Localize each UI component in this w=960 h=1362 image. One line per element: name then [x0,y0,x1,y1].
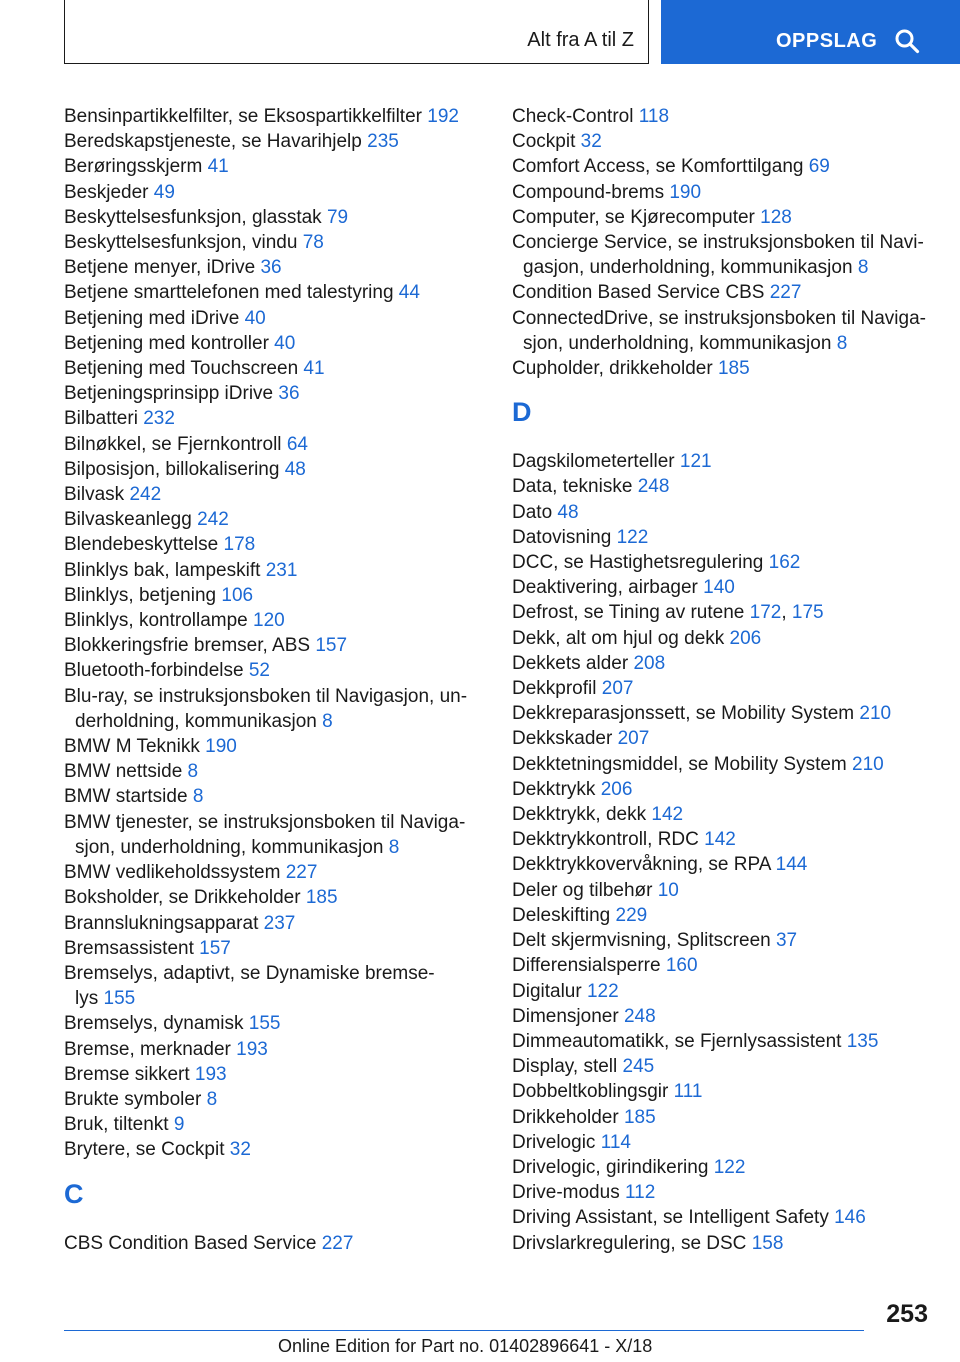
page-link[interactable]: 172 [749,602,782,624]
index-entry [64,734,474,759]
index-entry-text: Drivelogic, girindikering [512,1156,709,1178]
index-entry-continuation: derholdning, kommunikasjon 8 [75,710,333,732]
index-entry [512,752,932,777]
page-link[interactable]: 207 [601,678,634,700]
page-link[interactable]: 120 [253,610,285,632]
index-entry [64,1087,474,1112]
index-entry [512,676,932,701]
index-entry [512,474,932,499]
index-entry [512,180,932,205]
index-entry-text: CBS Condition Based Service [64,1232,317,1254]
index-entry [512,449,932,474]
page-link[interactable]: 227 [285,862,318,884]
index-entry [64,860,474,885]
index-entry-text: Bremselys, dynamisk [64,1013,244,1035]
index-entry-text: Bilvaskeanlegg [64,509,192,531]
index-entry [64,180,474,205]
page-link[interactable]: 157 [199,937,231,959]
index-entry-text: Blinklys bak, lampeskift [64,559,261,581]
index-entry-text: Driving Assistant, se Intelligent Safety [512,1207,829,1229]
page-link[interactable]: 185 [623,1106,656,1128]
index-entry-text: Blu-ray, se instruksjonsboken til Navigasjon, un- [64,685,468,707]
page-link[interactable]: 242 [197,509,229,531]
index-entry-text: Digitalur [512,980,582,1002]
page-link[interactable]: 235 [367,131,399,153]
index-entry-text: BMW tjenester, se instruksjonsboken til Naviga- [64,811,466,833]
index-entry-text: Dekktrykk, dekk [512,804,647,826]
index-entry [512,230,932,280]
page-link[interactable]: 142 [704,829,736,851]
index-entry [512,1029,932,1054]
tab-alt-fra-a-til-z[interactable] [64,0,649,64]
index-entry [512,903,932,928]
index-entry [64,507,474,532]
index-letter-heading: C [64,1178,84,1209]
page-link[interactable]: 140 [703,577,735,599]
index-entry-text: Defrost, se Tining av rutene [512,602,745,624]
page-link[interactable]: 106 [221,584,254,606]
index-entry-continuation: sjon, underholdning, kommunikasjon 8 [523,332,848,354]
page-link[interactable]: 8 [187,761,199,783]
page-link[interactable]: 178 [223,534,256,556]
index-entry [64,936,474,961]
page-link[interactable]: 78 [302,232,324,254]
index-entry [512,777,932,802]
page-link[interactable]: 118 [638,106,670,127]
page-link[interactable]: 41 [207,156,229,178]
index-entry [64,684,474,734]
page-link[interactable]: 207 [617,728,650,750]
index-entry [64,1112,474,1137]
index-entry-text: Beskyttelsesfunksjon, glasstak [64,206,322,228]
index-entry [512,928,932,953]
index-entry [64,306,474,331]
index-entry-text: Deler og tilbehør [512,879,653,901]
index-entry [64,583,474,608]
index-entry-text: Dekktrykk [512,778,596,800]
index-entry [64,1231,474,1256]
index-entry [64,356,474,381]
index-entry-text: Betjening med Touchscreen [64,358,299,380]
index-entry [512,979,932,1004]
page-link[interactable]: 114 [600,1131,631,1153]
index-entry-text: DCC, se Hastighetsregulering [512,552,764,574]
index-entry [64,1137,474,1162]
page-link[interactable]: 229 [615,904,648,926]
index-entry-text: Bruk, tiltenkt [64,1114,169,1136]
index-entry-text: Beskyttelsesfunksjon, vindu [64,232,298,254]
index-entry [64,759,474,784]
index-entry [512,878,932,903]
index-entry [64,911,474,936]
index-entry-text: Datovisning [512,526,612,548]
index-entry [512,1004,932,1029]
page-link[interactable]: 193 [194,1063,227,1085]
index-entry-text: Dekktetningsmiddel, se Mobility System [512,753,847,775]
page-link[interactable]: 142 [651,804,684,826]
index-entry [512,1079,932,1104]
page-link[interactable]: 52 [248,660,270,682]
index-entry-text: Cupholder, drikkeholder [512,358,713,380]
index-entry-text: Drikkeholder [512,1106,619,1128]
index-entry-text: Dimmeautomatikk, se Fjernlysassistent [512,1030,842,1052]
page-link[interactable]: 248 [637,476,670,498]
index-entry-text: Bremselys, adaptivt, se Dynamiske bremse- [64,962,435,984]
index-entry [64,608,474,633]
index-entry-text: Bilnøkkel, se Fjernkontroll [64,433,282,455]
index-entry [64,104,474,129]
index-entry [64,280,474,305]
index-entry [512,651,932,676]
index-column-left [64,104,474,1256]
page-link[interactable]: 162 [768,552,801,574]
index-entry-text: BMW startside [64,786,188,808]
index-entry-text: Bremse, merknader [64,1038,231,1060]
index-entry-continuation: gasjon, underholdning, kommunikasjon 8 [523,257,869,279]
index-entry-text: Betjene menyer, iDrive [64,257,256,279]
index-entry-text: Betjening med iDrive [64,307,240,329]
index-entry [64,810,474,860]
index-entry [512,1231,932,1256]
page-link[interactable]: 111 [673,1081,703,1103]
page-link[interactable]: 245 [622,1056,655,1078]
index-entry-text: Cockpit [512,131,576,153]
page-link[interactable]: 158 [751,1232,784,1254]
index-entry [64,406,474,431]
index-entry-text: BMW M Teknikk [64,736,200,758]
index-entry-text: Bilposisjon, billokalisering [64,458,280,480]
index-entry-text: Bluetooth-forbindelse [64,660,244,682]
footer-edition-text: Online Edition for Part no. 01402896641 - X/18 [278,1336,653,1356]
index-entry-text: BMW vedlikeholdssystem [64,862,281,884]
index-entry [512,550,932,575]
page-link[interactable]: 122 [616,526,649,548]
page-link[interactable]: 155 [248,1013,281,1035]
index-entry-text: Computer, se Kjørecomputer [512,206,755,228]
index-entry-text: Comfort Access, se Komforttilgang [512,156,804,178]
index-entry-text: Drive-modus [512,1182,620,1204]
page-link[interactable]: 231 [265,559,298,581]
page-link[interactable]: 193 [236,1038,268,1060]
index-entry-text: BMW nettside [64,761,183,783]
index-entry [512,1054,932,1079]
index-entry [64,961,474,1011]
index-entry [512,154,932,179]
page-link[interactable]: 190 [205,736,237,758]
page-link[interactable]: 135 [846,1030,879,1052]
index-entry-text: Dobbeltkoblingsgir [512,1081,669,1103]
index-entry [64,331,474,356]
page-link[interactable]: 122 [586,980,619,1002]
page-link[interactable]: 32 [580,131,602,153]
page-link[interactable]: 237 [263,912,296,934]
index-entry [64,129,474,154]
index-entry [512,953,932,978]
index-entry [512,626,932,651]
page-link[interactable]: 44 [398,282,420,304]
index-entry [512,104,932,129]
index-entry [64,255,474,280]
index-entry [64,230,474,255]
index-entry-text: Deleskifting [512,904,611,926]
index-entry-text: Beskjeder [64,181,149,203]
index-entry [64,885,474,910]
page-link[interactable]: 206 [729,627,762,649]
page-link[interactable]: 49 [153,181,175,203]
index-entry-text: Blokkeringsfrie bremser, ABS [64,635,311,657]
index-entry [64,432,474,457]
index-entry [64,558,474,583]
index-entry-text: Bremsassistent [64,937,194,959]
page-link[interactable]: 121 [679,451,712,473]
index-entry [64,532,474,557]
page-link[interactable]: 32 [229,1139,251,1161]
index-entry-text: Delt skjermvisning, Splitscreen [512,930,771,952]
index-entry [64,381,474,406]
page-link[interactable]: 41 [303,358,325,380]
index-entry [512,827,932,852]
index-entry [512,726,932,751]
page-link[interactable]: 40 [274,332,296,354]
page-link[interactable]: 8 [192,786,204,808]
page-link[interactable]: 40 [244,307,266,329]
index-entry [512,701,932,726]
page-link[interactable]: 157 [315,635,348,657]
page-link[interactable]: 8 [388,836,400,858]
index-entry [512,280,932,305]
page-link[interactable]: 175 [791,602,824,624]
index-entry-text: Bremse sikkert [64,1063,190,1085]
index-entry-text: Brukte symboler [64,1088,202,1110]
page-link[interactable]: 8 [836,332,848,354]
page-link[interactable]: 112 [624,1182,656,1204]
index-entry [512,1205,932,1230]
index-entry-text: Blinklys, kontrollampe [64,610,248,632]
index-entry [512,1180,932,1205]
index-entry-text: Blinklys, betjening [64,584,217,606]
page-link[interactable]: 48 [557,501,579,523]
index-entry [512,1130,932,1155]
index-entry [512,129,932,154]
index-entry [64,205,474,230]
index-entry-text: Bilbatteri [64,408,138,430]
page-link[interactable]: 128 [760,206,792,228]
index-entry [64,784,474,809]
index-entry [64,1062,474,1087]
index-letter-heading: D [512,397,532,428]
footer-divider [64,1330,864,1331]
index-entry-text: Check-Control [512,106,634,127]
index-entry [512,1155,932,1180]
page-link[interactable]: 208 [633,652,666,674]
page-link[interactable]: 122 [713,1156,746,1178]
index-entry-text: Drivelogic [512,1131,596,1153]
page-link[interactable]: 185 [717,358,750,380]
index-entry-text: Data, tekniske [512,476,633,498]
index-entry-text: Deaktivering, airbager [512,577,698,599]
index-entry-text: Dekkskader [512,728,613,750]
index-entry [512,525,932,550]
page-link[interactable]: 37 [775,930,798,952]
index-entry-text: Betjening med kontroller [64,332,269,354]
index-column-right [512,104,932,1256]
page-link[interactable]: 192 [427,106,459,127]
index-entry [512,356,932,381]
index-entry [512,205,932,230]
index-entry-text: Compound-brems [512,181,665,203]
tab-left-label: Alt fra A til Z [527,29,634,51]
page-link[interactable]: 155 [103,988,136,1010]
page-link[interactable]: 144 [775,854,808,876]
index-entry-text: Berøringsskjerm [64,156,203,178]
index-entry-text: Dekktrykkovervåkning, se RPA [512,854,771,876]
page-link[interactable]: 210 [859,703,892,725]
index-entry-text: Bilvask [64,484,125,506]
page-link[interactable]: 210 [852,753,884,775]
index-entry-text: Differensialsperre [512,955,661,977]
page-link[interactable]: 206 [600,778,633,800]
index-entry-text: Bensinpartikkelfilter, se Eksospartikkelfilter [64,106,422,127]
index-entry [512,306,932,356]
page-link[interactable]: 160 [665,955,698,977]
index-entry [512,1105,932,1130]
index-entry-continuation: sjon, underholdning, kommunikasjon 8 [75,836,400,858]
page-link[interactable]: 79 [326,206,349,228]
page-link[interactable]: 64 [286,433,308,455]
index-entry-text: Dekk, alt om hjul og dekk [512,627,725,649]
index-entry-text: Dato [512,501,553,523]
page-link[interactable]: 242 [129,484,162,506]
index-entry [512,802,932,827]
index-entry [64,633,474,658]
index-entry-text: Boksholder, se Drikkeholder [64,887,301,909]
page-link[interactable]: 36 [260,257,282,279]
index-entry [512,852,932,877]
index-entry-text: Condition Based Service CBS [512,282,765,304]
page-link[interactable]: 69 [808,156,830,178]
page-link[interactable]: 227 [769,282,802,304]
page-link[interactable]: 10 [657,879,679,901]
index-entry-text: Dekkprofil [512,678,597,700]
index-entry [64,658,474,683]
index-entry [64,482,474,507]
index-entry-continuation: lys 155 [75,988,136,1010]
index-entry [512,575,932,600]
index-entry-text: Blendebeskyttelse [64,534,219,556]
index-entry-text: Dekktrykkontroll, RDC [512,829,699,851]
page-link[interactable]: 146 [834,1207,866,1229]
index-entry-text: Dimensjoner [512,1005,619,1027]
page-link[interactable]: 248 [623,1005,656,1027]
index-entry-text: Beredskapstjeneste, se Havarihjelp [64,131,362,153]
index-entry-text: Brytere, se Cockpit [64,1139,225,1161]
index-entry-text: ConnectedDrive, se instruksjonsboken til Naviga- [512,307,926,329]
page-link[interactable]: 232 [143,408,175,430]
index-entry-text: Drivslarkregulering, se DSC [512,1232,747,1254]
page-link[interactable]: 9 [173,1114,185,1136]
page-link[interactable]: 185 [305,887,338,909]
index-entry-text: Concierge Service, se instruksjonsboken til Navi- [512,232,924,254]
index-entry-text: Dagskilometerteller [512,451,675,473]
index-entry [512,500,932,525]
page-link[interactable]: 8 [322,710,333,732]
index-entry-text: Display, stell [512,1056,618,1078]
page-link[interactable]: 190 [669,181,702,203]
page-link[interactable]: 8 [206,1088,218,1110]
index-entry-text: Betjeningsprinsipp iDrive [64,383,274,405]
index-entry-text: Dekkets alder [512,652,629,674]
index-entry-text: Brannslukningsapparat [64,912,259,934]
page-link[interactable]: 36 [278,383,300,405]
tab-oppslag[interactable] [661,0,960,64]
page-number: 253 [886,1300,928,1328]
index-entry [64,154,474,179]
index-entry [64,1011,474,1036]
index-entry [64,1037,474,1062]
page-link[interactable]: 8 [857,257,869,279]
page-link[interactable]: 227 [321,1232,354,1254]
index-entry-text: Betjene smarttelefonen med talestyring [64,282,394,304]
search-icon[interactable] [894,28,920,54]
page-link[interactable]: 48 [284,458,306,480]
index-entry [64,457,474,482]
index-entry-text: Dekkreparasjonssett, se Mobility System [512,703,855,725]
index-entry: Defrost, se Tining av rutene 172, 175 [512,602,824,624]
tab-right-label: OPPSLAG [776,30,878,52]
